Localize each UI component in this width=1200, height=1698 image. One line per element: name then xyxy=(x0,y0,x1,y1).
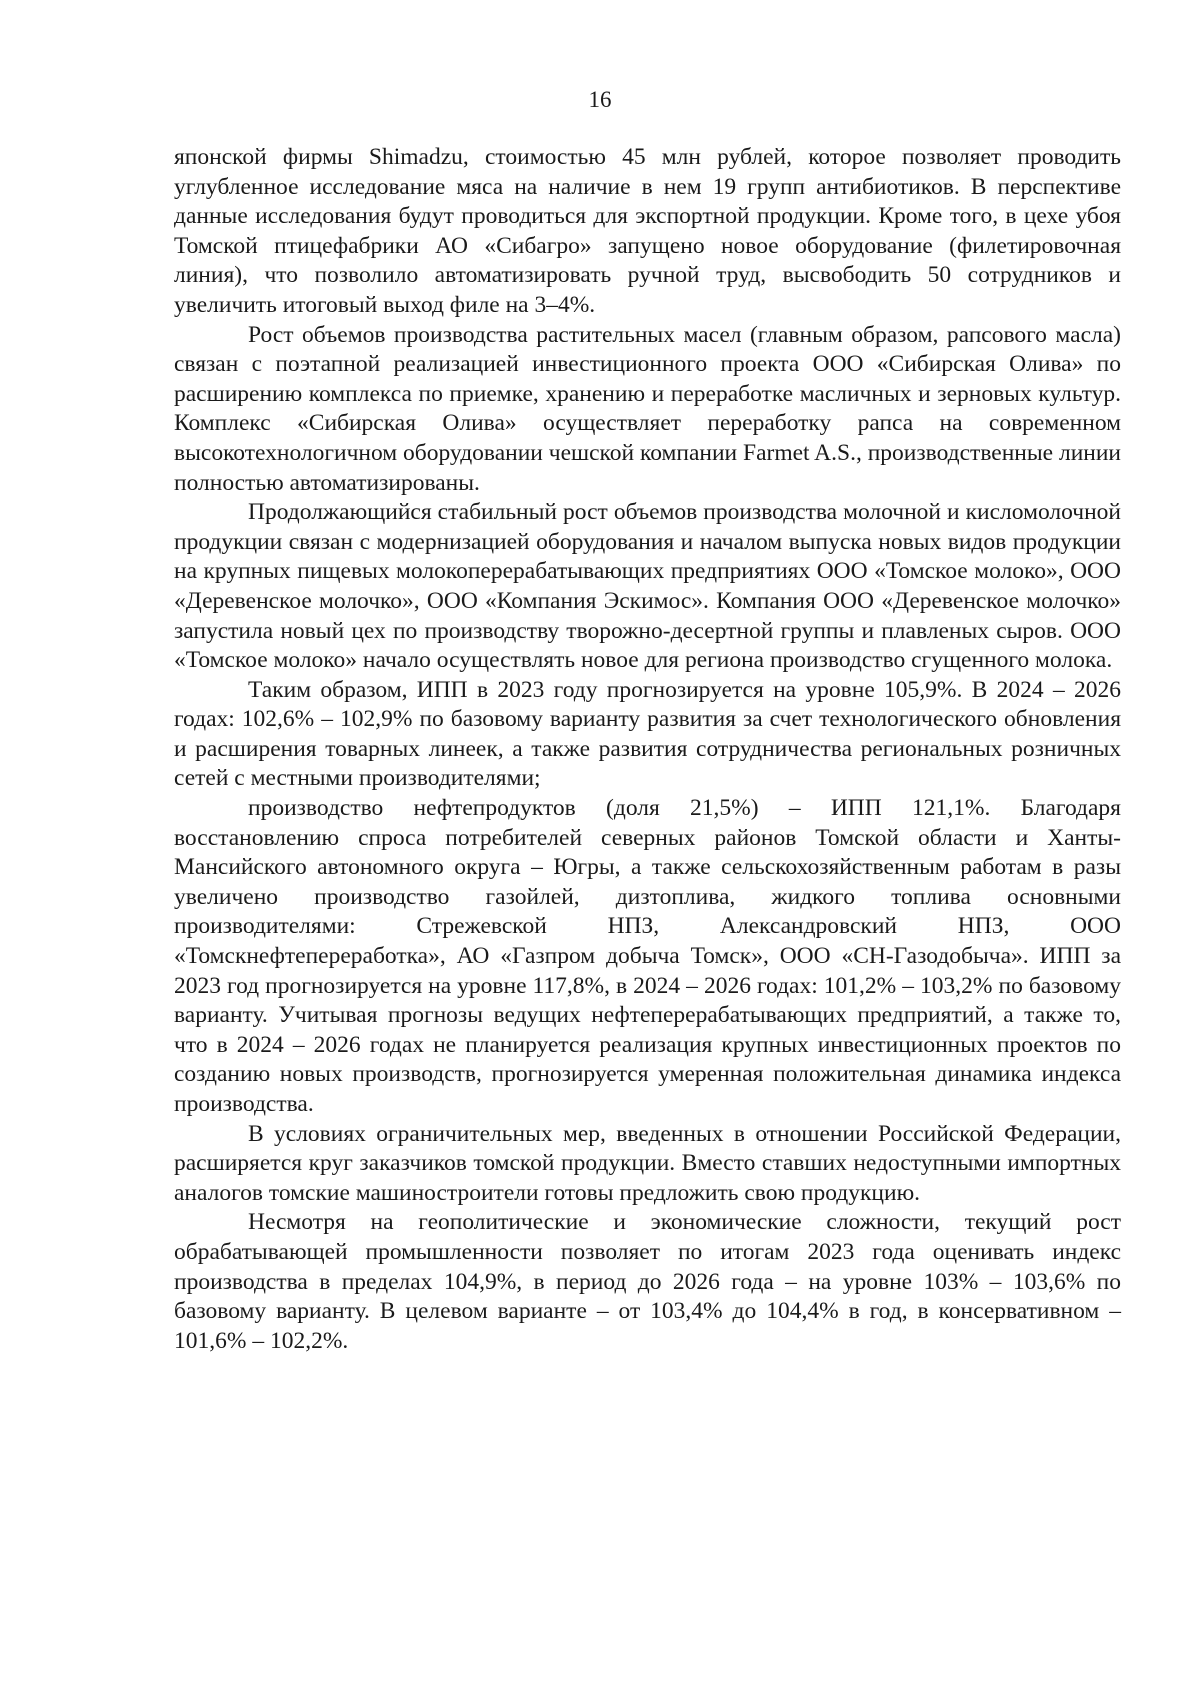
paragraph-2: Рост объемов производства растительных масел (главным образом, рапсового масла) связан с поэтапной реализацией инвестиционного проекта ООО «Сибирская Олива» по расширению комплекса по приемке, хранению и переработке масличных и зерновых культур. Комплекс «Сибирская Олива» осуществляет переработку рапса на современном высокотехнологичном оборудовании чешской компании Farmet A.S., производственные линии полностью автоматизированы. xyxy=(174,321,1121,496)
paragraph-3: Продолжающийся стабильный рост объемов производства молочной и кисломолочной продукции связан с модернизацией оборудования и началом выпуска новых видов продукции на крупных пищевых молокоперерабатывающих предприятиях ООО «Томское молоко», ООО «Деревенское молочко», ООО «Компания Эскимос». Компания ООО «Деревенское молочко» запустила новый цех по производству творожно-десертной группы и плавленых сыров. ООО «Томское молоко» начало осуществлять новое для региона производство сгущенного молока. xyxy=(174,499,1121,674)
page-number: 16 xyxy=(588,87,612,112)
paragraph-4: Таким образом, ИПП в 2023 году прогнозируется на уровне 105,9%. В 2024 – 2026 годах: 102,6% – 102,9% по базовому варианту развития за счет технологического обновления и расширения товарных линеек, а также развития сотрудничества региональных розничных сетей с местными производителями; xyxy=(174,676,1121,792)
paragraph-7: Несмотря на геополитические и экономические сложности, текущий рост обрабатывающей промышленности позволяет по итогам 2023 года оценивать индекс производства в пределах 104,9%, в период до 2026 года – на уровне 103% – 103,6% по базовому варианту. В целевом варианте – от 103,4% до 104,4% в год, в консервативном – 101,6% – 102,2%. xyxy=(174,1209,1121,1354)
paragraph-5: производство нефтепродуктов (доля 21,5%) – ИПП 121,1%. Благодаря восстановлению спроса потребителей северных районов Томской области и Ханты-Мансийского автономного округа – Югры, а также сельскохозяйственным работам в разы увеличено производство газойлей, дизтоплива, жидкого топлива основными производителями: Стрежевской НПЗ, Александровский НПЗ, ООО «Томскнефтепереработка», АО «Газпром добыча Томск», ООО «СН-Газодобыча». ИПП за 2023 год прогнозируется на уровне 117,8%, в 2024 – 2026 годах: 101,2% – 103,2% по базовому варианту. Учитывая прогнозы ведущих нефтеперерабатывающих предприятий, а также то, что в 2024 – 2026 годах не планируется реализация крупных инвестиционных проектов по созданию новых производств, прогнозируется умеренная положительная динамика индекса производства. xyxy=(174,795,1121,1117)
paragraph-6: В условиях ограничительных мер, введенных в отношении Российской Федерации, расширяется круг заказчиков томской продукции. Вместо ставших недоступными импортных аналогов томские машиностроители готовы предложить свою продукцию. xyxy=(174,1120,1121,1206)
body-text xyxy=(174,143,1121,1356)
paragraph-1: японской фирмы Shimadzu, стоимостью 45 млн рублей, которое позволяет проводить углубленное исследование мяса на наличие в нем 19 групп антибиотиков. В перспективе данные исследования будут проводиться для экспортной продукции. Кроме того, в цехе убоя Томской птицефабрики АО «Сибагро» запущено новое оборудование (филетировочная линия), что позволило автоматизировать ручной труд, высвободить 50 сотрудников и увеличить итоговый выход филе на 3–4%. xyxy=(174,144,1121,318)
